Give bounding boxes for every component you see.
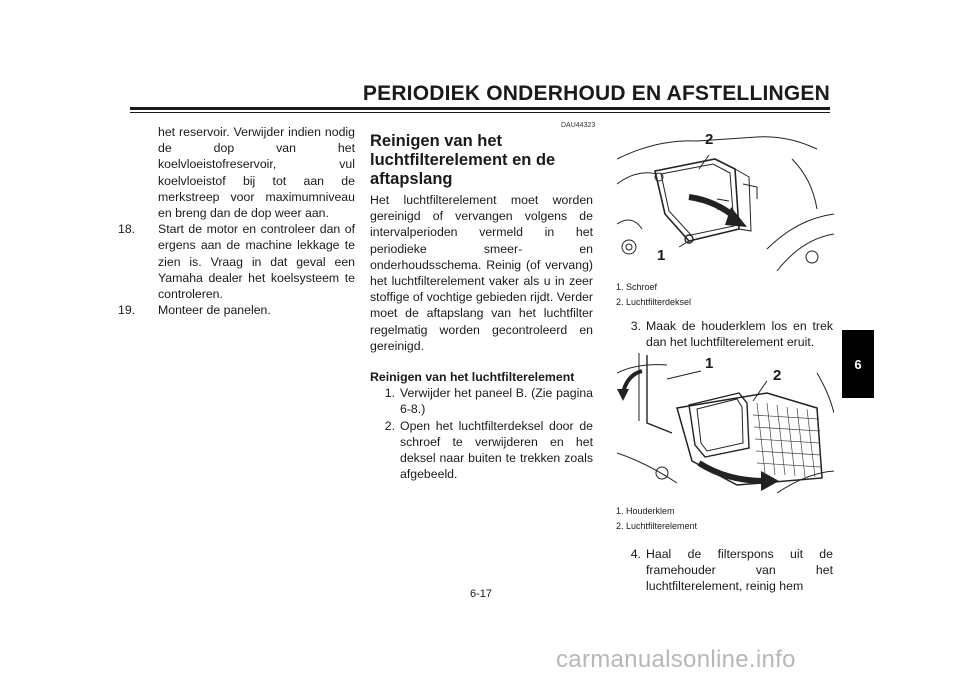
header-rule	[130, 107, 830, 110]
step-item	[616, 546, 833, 595]
header-rule-thin	[130, 112, 830, 113]
step-number: 2.	[384, 418, 395, 433]
list-item-text: Start de motor en controleer dan of ergens aan de machine lekkage te zien is. Vraag in dat geval een Yamaha dealer het koelsysteem te controleren.	[158, 222, 355, 302]
section-paragraph: Het luchtfilterelement moet worden gereinigd of vervangen volgens de intervalperioden vermeld in het periodieke smeer- en onderhoudsschema. Reinig (of vervang) het luchtfilterelement vaker als u in zeer stoffige of vochtige gebieden rijdt. Verder moet de aftapslang van het luchtfilter regelmatig worden gecontroleerd en gereinigd.	[370, 193, 593, 353]
step-block	[616, 318, 833, 350]
callout-2: 2	[705, 131, 714, 148]
caption-item: 2. Luchtfilterdeksel	[616, 296, 692, 307]
step-number: 1.	[384, 386, 395, 401]
watermark: carmanualsonline.info	[556, 646, 796, 673]
step-item	[616, 318, 833, 350]
figure-caption-list	[616, 504, 697, 533]
continued-paragraph: het reservoir. Verwijder indien nodig de dop van het koelvloeistofreservoir, vul koelvloeistof bij tot aan de merkstreep voor maximumniveau en breng dan de dop weer aan.	[158, 125, 355, 221]
step-text: Open het luchtfilterdeksel door de schroef te verwijderen en het deksel naar buiten te trekken zoals afgebeeld.	[400, 418, 593, 482]
page-number: 6-17	[470, 588, 493, 600]
step-item	[370, 418, 593, 483]
callout-2: 2	[773, 367, 782, 384]
list-item-text: Monteer de panelen.	[158, 303, 271, 318]
air-filter-element-illustration	[617, 353, 834, 495]
step-block	[616, 546, 833, 595]
step-text: Haal de filterspons uit de framehouder van het luchtfilterelement, reinig hem	[646, 547, 833, 594]
step-item	[370, 385, 593, 417]
list-item	[118, 302, 355, 318]
caption-item: 2. Luchtfilterelement	[616, 520, 698, 531]
column-middle	[370, 122, 596, 482]
air-filter-cover-illustration	[617, 129, 834, 271]
list-item-number: 18.	[118, 222, 136, 237]
caption-item: 1. Schroef	[616, 282, 658, 292]
step-number: 3.	[630, 319, 641, 333]
document-code: DAU44323	[561, 122, 596, 129]
callout-1: 1	[705, 355, 714, 372]
chapter-tab: 6	[842, 330, 874, 398]
callout-1: 1	[657, 247, 666, 264]
caption-item: 1. Houderklem	[616, 506, 675, 516]
figure-caption-list	[616, 280, 691, 309]
step-number: 4.	[630, 547, 641, 561]
figure-air-filter-element	[616, 352, 835, 496]
figure-air-filter-cover	[616, 128, 835, 272]
section-title: Reinigen van het luchtfilterelement en de aftapslang	[370, 132, 556, 188]
step-text: Maak de houderklem los en trek dan het luchtfilterelement eruit.	[646, 319, 833, 350]
column-left	[118, 124, 355, 318]
list-item-number: 19.	[118, 303, 136, 318]
step-text: Verwijder het paneel B. (Zie pagina 6-8.)	[400, 386, 593, 417]
page-header-title: PERIODIEK ONDERHOUD EN AFSTELLINGEN	[362, 82, 830, 105]
list-item	[118, 221, 355, 302]
subheading: Reinigen van het luchtfilterelement	[370, 370, 575, 385]
